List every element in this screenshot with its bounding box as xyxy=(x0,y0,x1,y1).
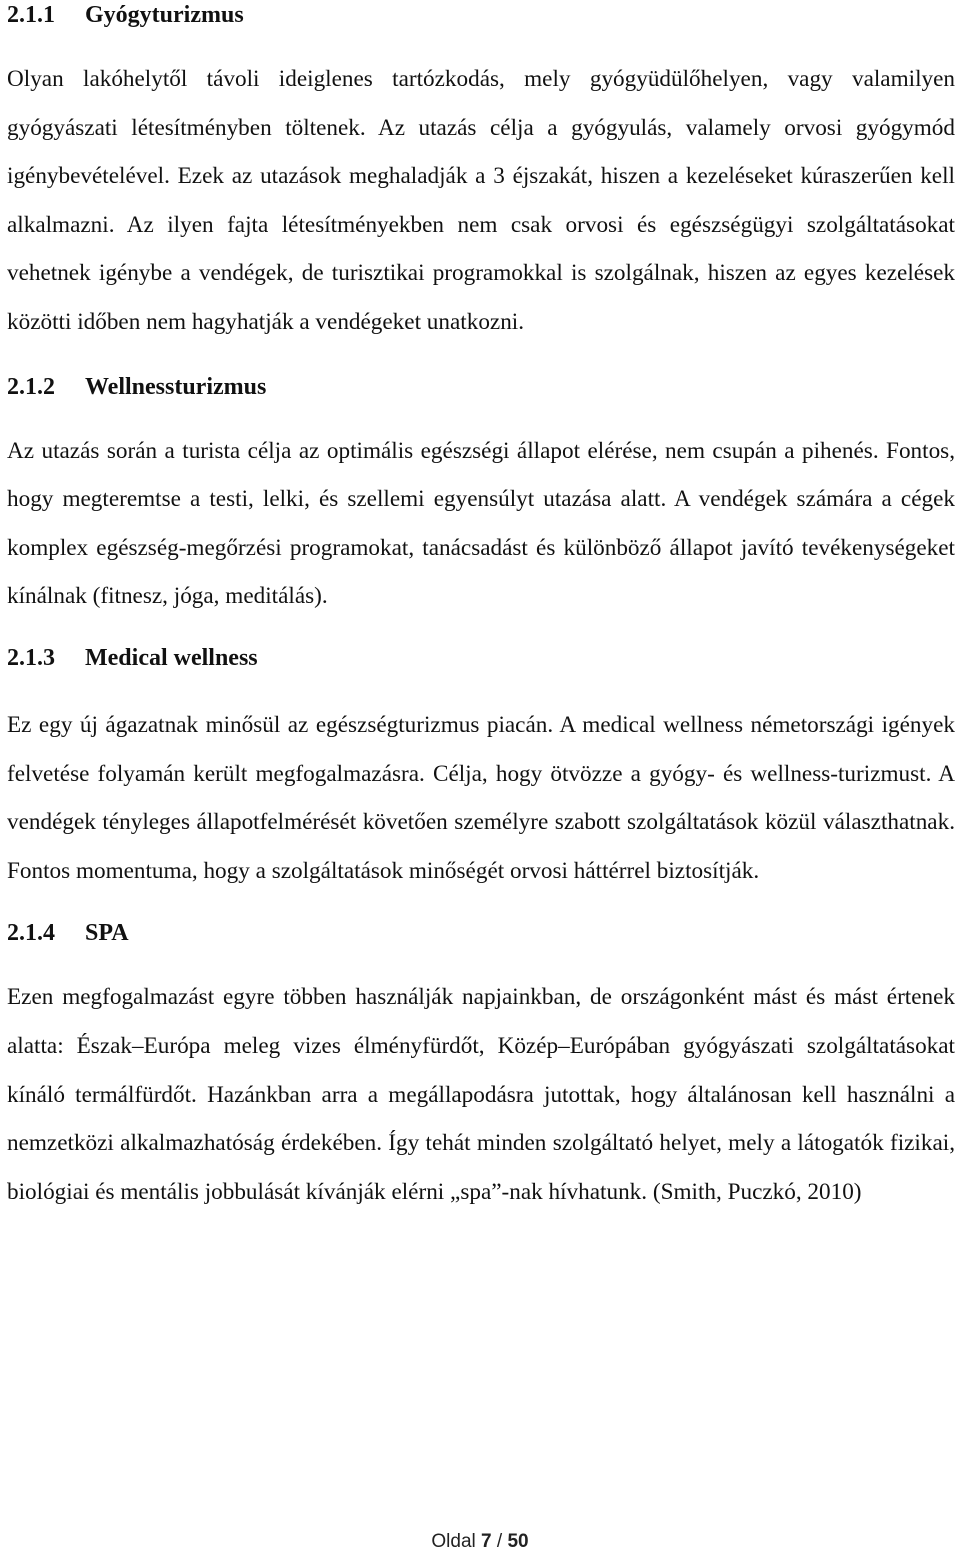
section-title: Wellnessturizmus xyxy=(85,373,267,400)
section-paragraph: Ez egy új ágazatnak minősül az egészségturizmus piacán. A medical wellness németországi igények felvetése folyamán került megfogalmazásra. Célja, hogy ötvözze a gyógy- és wellness-turizmust. A vendégek tényleges állapotfelmérését követően személyre szabott szolgáltatások közül választhatnak. Fontos momentuma, hogy a szolgáltatások minőségét orvosi háttérrel biztosítják. xyxy=(7,711,955,884)
section-paragraph: Az utazás során a turista célja az optimális egészségi állapot elérése, nem csupán a pihenés. Fontos, hogy megteremtse a testi, lelki, és szellemi egyensúlyt utazása alatt. A vendégek számára a cégek komplex egészség-megőrzési programokat, tanácsadást és különböző állapot javító tevékenységeket kínálnak (fitnesz, jóga, meditálás). xyxy=(7,437,955,610)
document-page xyxy=(7,0,955,1216)
page-label: Oldal xyxy=(431,1531,476,1552)
page-separator: / xyxy=(496,1531,503,1552)
section-number: 2.1.3 xyxy=(7,644,55,671)
section-heading-gyogyturizmus xyxy=(7,0,955,30)
section-heading-wellnessturizmus xyxy=(7,372,955,402)
section-paragraph: Olyan lakóhelytől távoli ideiglenes tartózkodás, mely gyógyüdülőhelyen, vagy valamilyen gyógyászati létesítményben töltenek. Az utazás célja a gyógyulás, valamely orvosi gyógymód igénybevételével. Ezek az utazások meghaladják a 3 éjszakát, hiszen a kezeléseket kúraszerűen kell alkalmazni. Az ilyen fajta létesítményekben nem csak orvosi és egészségügyi szolgáltatásokat vehetnek igénybe a vendégek, de turisztikai programokkal is szolgálnak, hiszen az egyes kezelések közötti időben nem hagyhatják a vendégeket unatkozni. xyxy=(7,66,955,335)
section-title: Medical wellness xyxy=(85,644,258,671)
section-heading-medical-wellness xyxy=(7,643,955,673)
section-title: Gyógyturizmus xyxy=(85,2,244,28)
page-footer xyxy=(0,1530,960,1554)
section-title: SPA xyxy=(85,920,129,947)
section-number: 2.1.4 xyxy=(7,920,55,947)
current-page-number: 7 xyxy=(481,1531,492,1552)
section-number: 2.1.2 xyxy=(7,373,55,400)
total-page-count: 50 xyxy=(507,1531,529,1552)
section-heading-spa xyxy=(7,918,955,948)
section-paragraph: Ezen megfogalmazást egyre többen használják napjainkban, de országonként mást és mást értenek alatta: Észak–Európa meleg vizes élményfürdőt, Közép–Európában gyógyászati szolgáltatásokat kínáló termálfürdőt. Hazánkban arra a megállapodásra jutottak, hogy általánosan kell használni a nemzetközi alkalmazhatóság érdekében. Így tehát minden szolgáltató helyet, mely a látogatók fizikai, biológiai és mentális jobbulását kívánják elérni „spa”-nak hívhatunk. (Smith, Puczkó, 2010) xyxy=(7,984,955,1205)
section-number: 2.1.1 xyxy=(7,2,55,28)
